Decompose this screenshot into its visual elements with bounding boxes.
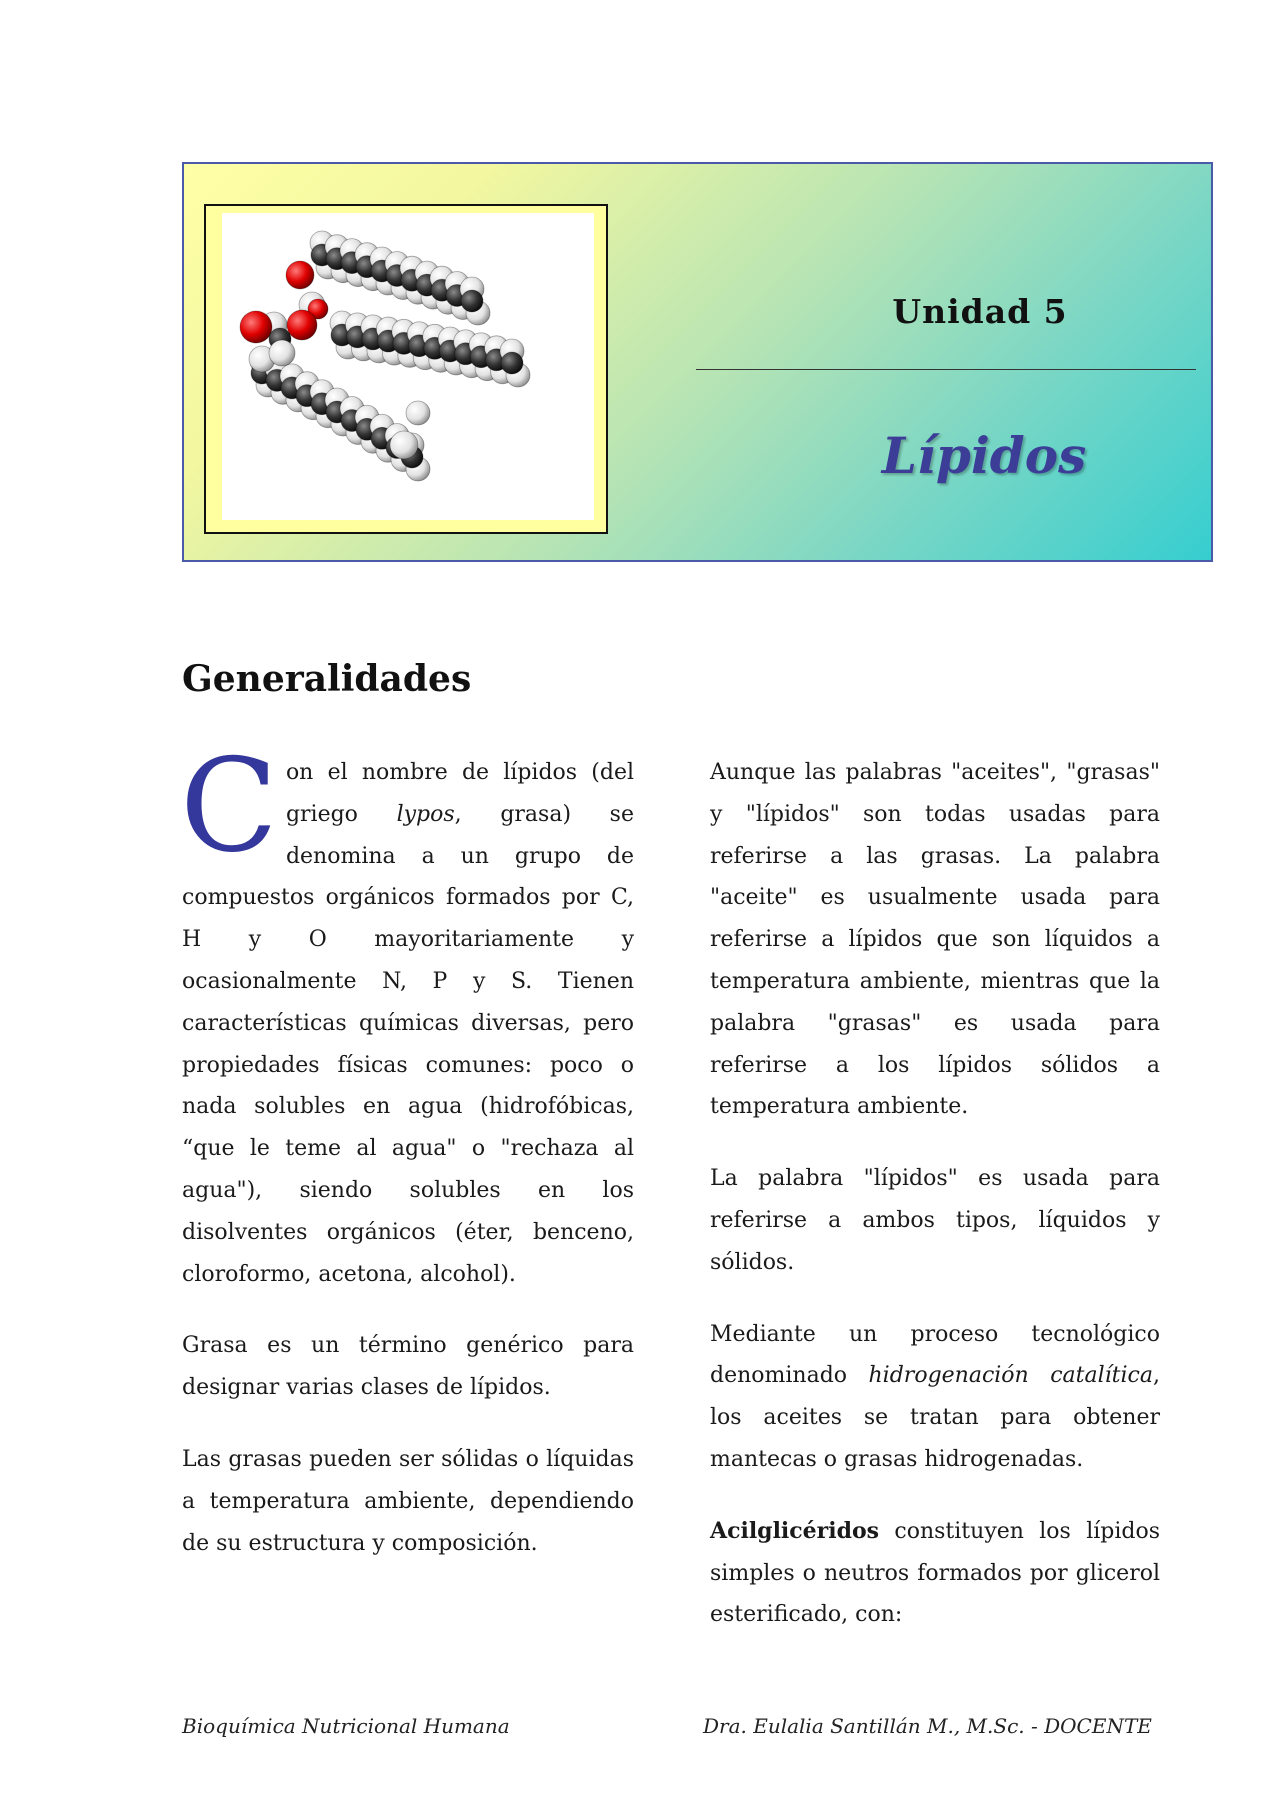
paragraph-acilgliceridos: [710, 1511, 1160, 1636]
unit-banner: [182, 162, 1213, 562]
section-heading: Generalidades: [182, 658, 472, 700]
left-column: [180, 732, 634, 1594]
footer-author: Dra. Eulalia Santillán M., M.Sc. - DOCENTE: [703, 1714, 1152, 1738]
hydrogen-atom: [269, 340, 295, 366]
intro-italic-term: lypos: [396, 801, 455, 827]
acilgliceridos-bold-term: Acilglicéridos: [710, 1517, 880, 1544]
paragraph-hidrogenacion: [710, 1314, 1160, 1481]
paragraph-grasa: Grasa es un término genérico para designar varias clases de lípidos.: [182, 1333, 634, 1401]
unit-number-title: Unidad 5: [892, 292, 1068, 331]
paragraph-aceites: Aunque las palabras "aceites", "grasas" y "lípidos" son todas usadas para referirse a las grasas. La palabra "aceite" es usualmente usada para referirse a lípidos que son líquidos a temperatura ambiente, mientras que la palabra "grasas" es usada para referirse a los lípidos sólidos a temperatura ambiente.: [710, 760, 1160, 1120]
oxygen-atom: [286, 261, 314, 289]
footer-course: Bioquímica Nutricional Humana: [182, 1714, 510, 1738]
paragraph-lipidos: La palabra "lípidos" es usada para referirse a ambos tipos, líquidos y sólidos.: [710, 1166, 1160, 1275]
hydrogen-atom: [406, 401, 430, 425]
carbon-atom: [501, 352, 523, 374]
oxygen-atom: [240, 311, 272, 343]
oxygen-atom: [287, 310, 317, 340]
hidrogenacion-text-2: , los aceites se tratan para obtener mantecas o grasas hidrogenadas.: [710, 1363, 1160, 1472]
triglyceride-molecule-icon: [222, 213, 594, 520]
acilgliceridos-text: constituyen los lípidos simples o neutros formados por glicerol esterificado, con:: [710, 1518, 1160, 1628]
unit-name-title: Lípidos: [881, 426, 1087, 485]
intro-text-1: on el nombre de lípidos (del griego: [285, 760, 634, 827]
molecule-image: [222, 213, 594, 520]
drop-cap: C: [180, 732, 278, 881]
hidrogenacion-text-1: Mediante un proceso tecnológico denominado: [710, 1321, 1160, 1389]
intro-text-2: , grasa) se denomina a un grupo de compuestos orgánicos formados por C, H y O mayoritariamente y ocasionalmente N, P y S. Tienen características químicas diversas, pero propiedades físicas comunes: poco o nada solubles en agua (hidrofóbicas, “que le teme al agua" o "rechaza al agua"), siendo solubles en los disolventes orgánicos (éter, benceno, cloroformo, acetona, alcohol).: [182, 801, 634, 1287]
paragraph-intro: [180, 732, 634, 1295]
molecule-image-frame: [204, 204, 608, 534]
title-divider: [696, 369, 1196, 370]
hydrogen-atom: [390, 431, 418, 459]
hidrogenacion-italic-term: hidrogenación catalítica: [868, 1363, 1153, 1389]
right-column: [710, 752, 1160, 1666]
paragraph-grasas-estado: Las grasas pueden ser sólidas o líquidas a temperatura ambiente, dependiendo de su estructura y composición.: [182, 1446, 634, 1556]
carbon-atom: [461, 290, 483, 312]
